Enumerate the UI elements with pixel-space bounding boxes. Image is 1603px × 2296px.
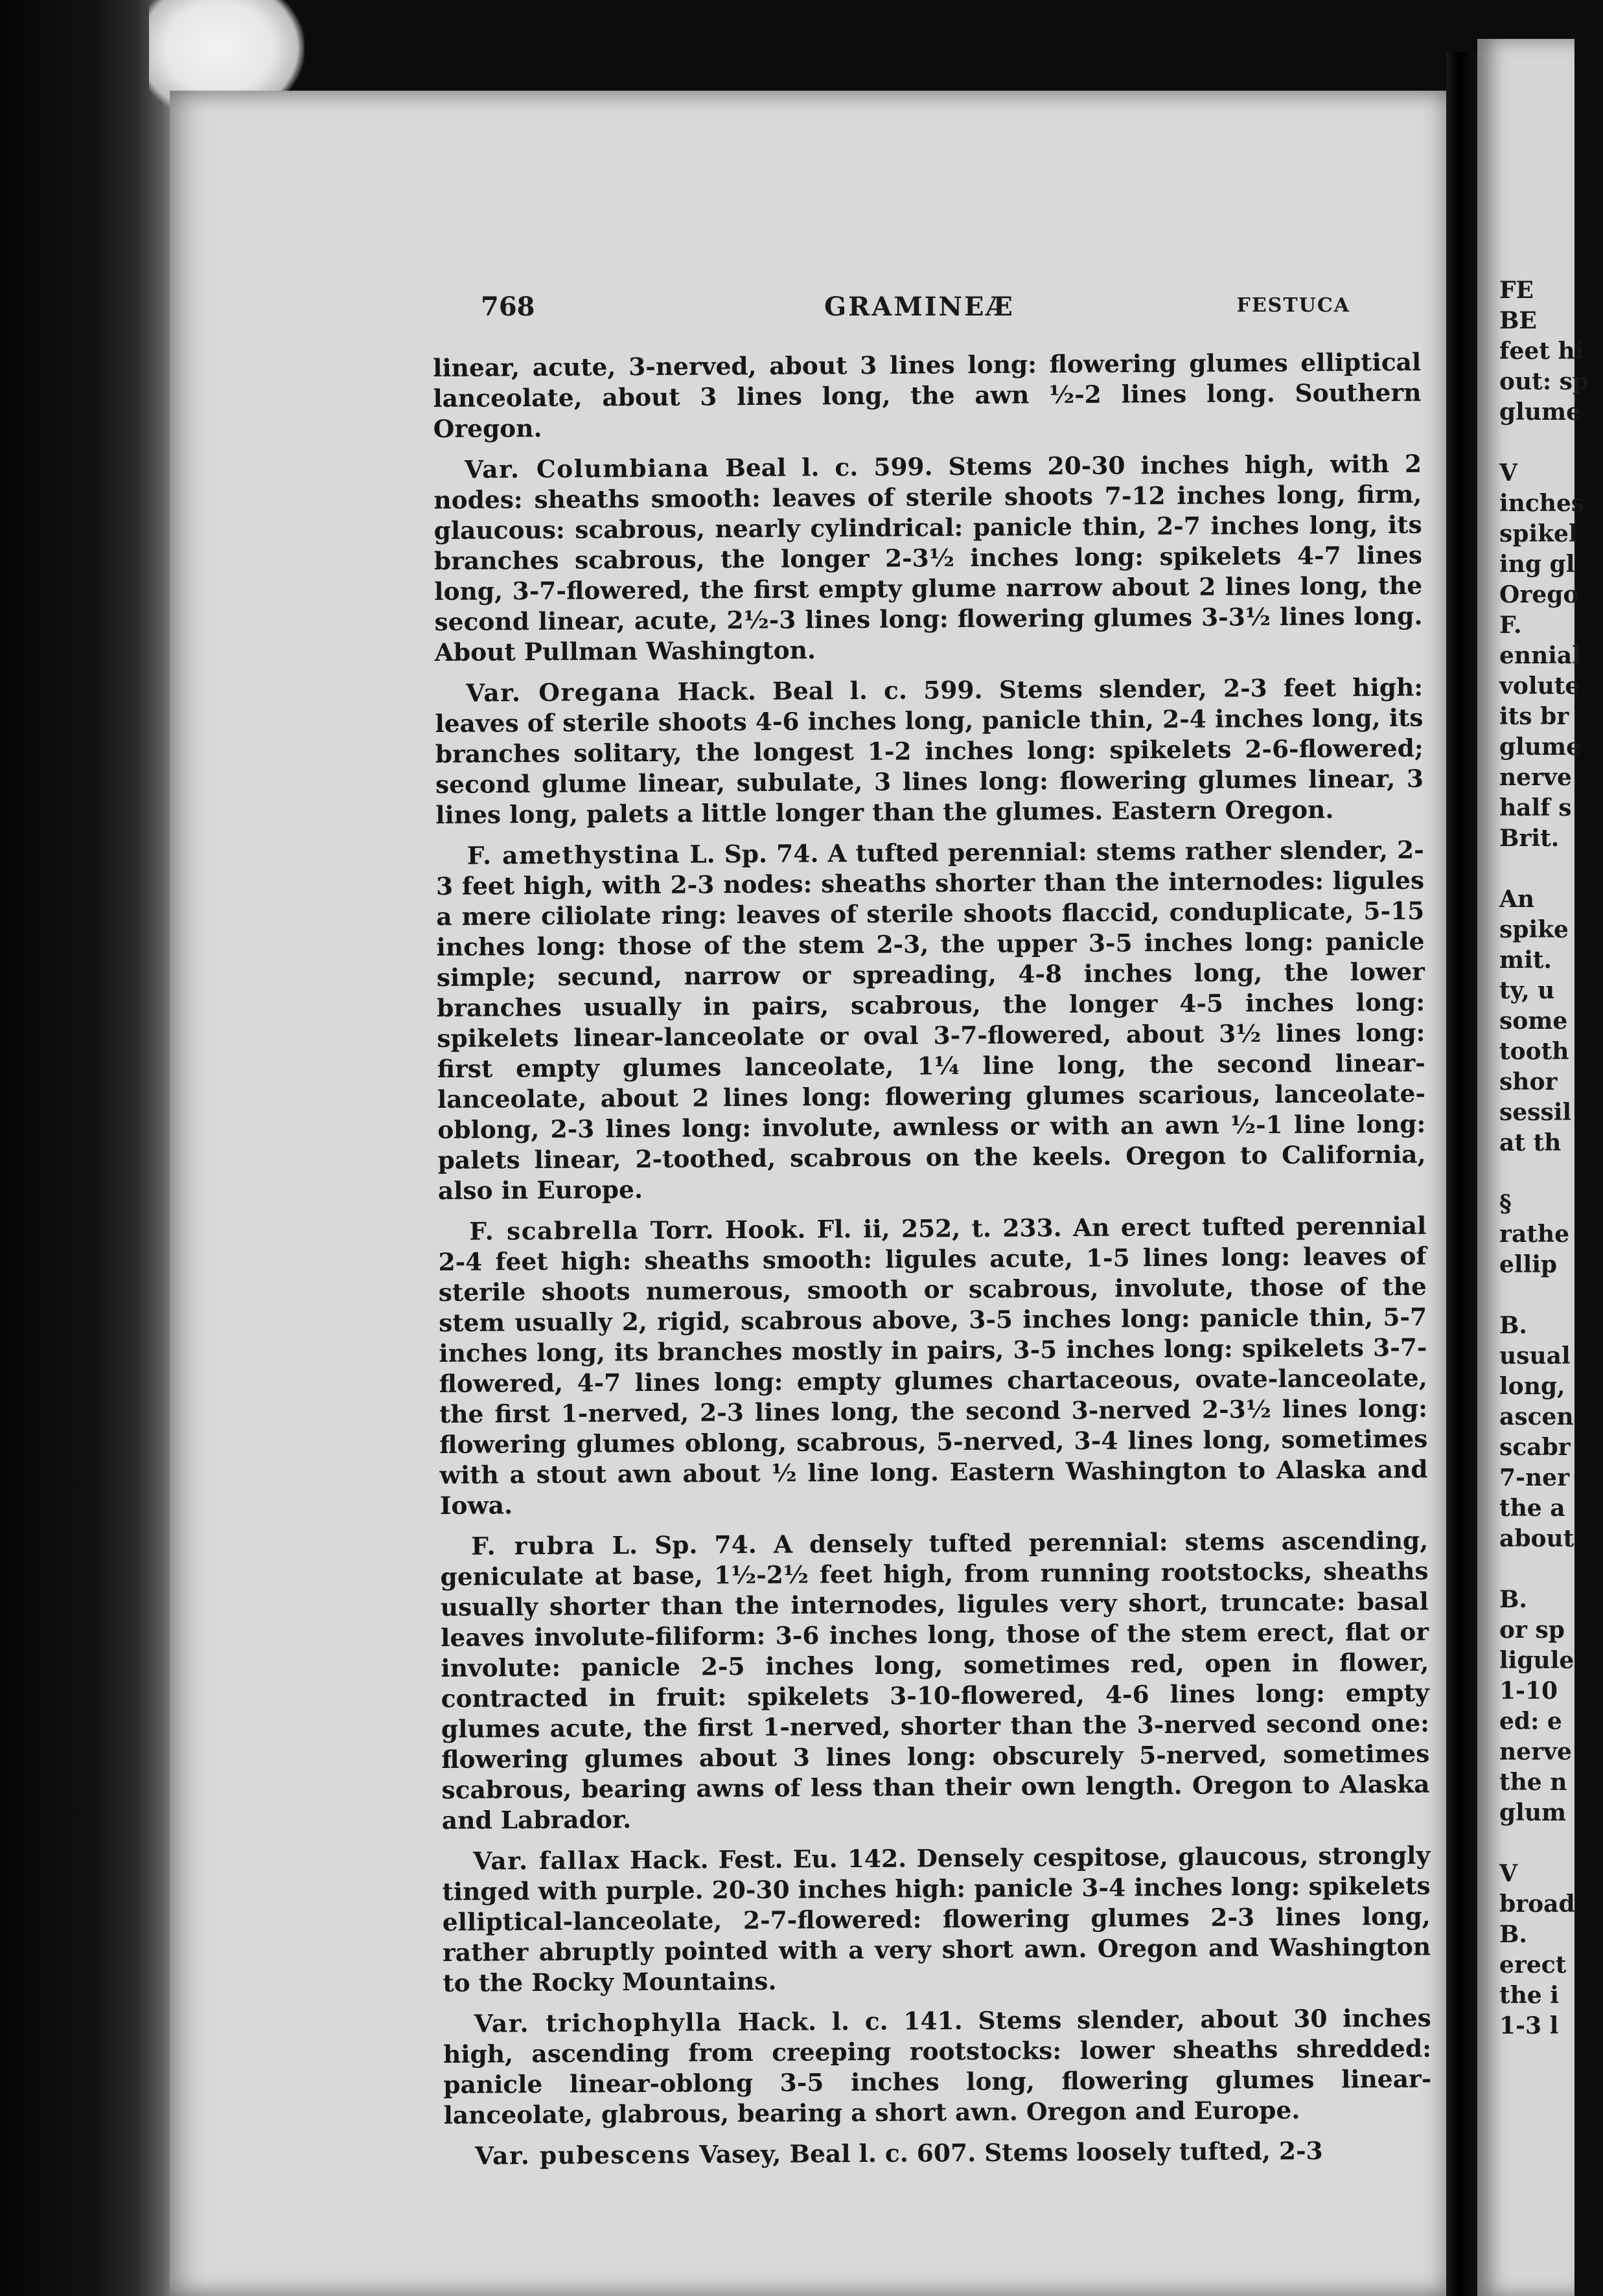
entry-text: L. Sp. 74. A tufted perennial: stems rather slender, 2-3 feet high, with 2-3 nodes: sheaths shorter than the internodes: ligules a mere ciliolate ring: leaves of sterile shoots flaccid, conduplicate, 5-15 inches long: those of the stem 2-3, the upper 3-5 inches long: panicle simple; secund, narrow or spreading, 4-8 inches long, the lower branches usually in pairs, scabrous, the longer 4-5 inches long: spikelets linear-lanceolate or oval 3-7-flowered, about 3½ lines long: first empty glumes lanceolate, 1¼ line long, the second linear-lanceolate, about 2 lines long: flowering glumes scarious, lanceolate-oblong, 2-3 lines long: involute, awnless or with an awn ½-1 line long: palets linear, 2-toothed, scabrous on the keels. Oregon to California, also in Europe. <box>435 835 1426 1205</box>
facing-page-line: nerve <box>1499 764 1572 791</box>
entry-text: L. Sp. 74. A densely tufted perennial: stems ascending, geniculate at base, 1½-2½ feet high, from running rootstocks, sheaths usually shorter than the internodes, ligules very short, truncate: basal leaves involute-filiform: 3-6 inches long, those of the stem erect, flat or involute: panicle 2-5 inches long, sometimes red, open in flower, contracted in fruit: spikelets 3-10-flowered, 4-6 lines long: empty glumes acute, the first 1-nerved, shorter than the 3-nerved second one: flowering glumes about 3 lines long: obscurely 5-nerved, sometimes scabrous, bearing awns of less than their own length. Oregon to Alaska and Labrador. <box>440 1526 1430 1835</box>
facing-page-line: ligule <box>1499 1647 1574 1674</box>
facing-page-line: F. <box>1499 612 1522 639</box>
facing-page-line: B. <box>1499 1312 1527 1339</box>
facing-page-line: ascen <box>1499 1403 1574 1430</box>
facing-page-line: glum <box>1499 1799 1567 1826</box>
facing-page-line: mit. <box>1499 947 1552 974</box>
facing-page-line <box>1499 1554 1603 1585</box>
facing-page-line: volute <box>1499 672 1580 700</box>
facing-page-line: the n <box>1499 1769 1567 1796</box>
facing-page-line: ellip <box>1499 1251 1558 1278</box>
facing-page-line: about <box>1499 1525 1574 1552</box>
facing-page-line: erect <box>1499 1951 1567 1979</box>
facing-page-line <box>1499 1828 1603 1859</box>
paragraph <box>435 672 1424 831</box>
entry-name: F. scabrella <box>469 1216 640 1246</box>
paragraph <box>440 1526 1430 1836</box>
book-edge <box>0 0 175 2296</box>
facing-page-line: ennial <box>1499 642 1581 669</box>
facing-page-line: ty, u <box>1499 977 1555 1004</box>
facing-page-line: ing gl <box>1499 551 1575 578</box>
facing-page-line: Orego <box>1499 581 1579 608</box>
entry-text: Hack. l. c. 141. Stems slender, about 30 inches high, ascending from creeping rootstocks: lower sheaths shredded: panicle linear-oblong 3-5 inches long, flowering glumes linear-lanceolate, glabrous, bearing a short awn. Oregon and Europe. <box>443 2003 1432 2130</box>
facing-page-text <box>1499 275 1603 2041</box>
facing-page-line: glume <box>1499 398 1582 426</box>
facing-page-line: glume <box>1499 733 1582 761</box>
facing-page-line <box>1499 1158 1603 1189</box>
facing-page-line: 1-3 l <box>1499 2012 1559 2039</box>
entry-text: Torr. Hook. Fl. ii, 252, t. 233. An erect tufted perennial 2-4 feet high: sheaths smooth: ligules acute, 1-5 lines long: leaves of sterile shoots numerous, smooth or scabrous, involute, those of the stem usually 2, rigid, scabrous above, 3-5 inches long: panicle thin, 5-7 inches long, its branches mostly in pairs, 3-5 inches long: spikelets 3-7-flowered, 4-7 lines long: empty glumes chartaceous, ovate-lanceolate, the first 1-nerved, 2-3 lines long, the second 3-nerved 2-3½ lines long: flowering glumes oblong, scabrous, 5-nerved, 3-4 lines long, sometimes with a stout awn about ½ line long. Eastern Washington to Alaska and Iowa. <box>438 1211 1428 1520</box>
facing-page-line: V <box>1499 459 1517 487</box>
facing-page-line: B. <box>1499 1921 1527 1948</box>
facing-page-line: ed: e <box>1499 1708 1562 1735</box>
facing-page-line <box>1499 1280 1603 1311</box>
running-title: GRAMINEÆ <box>824 292 1015 322</box>
book-gutter <box>1446 52 1477 2296</box>
facing-page-line: its br <box>1499 703 1569 730</box>
facing-page-line: scabr <box>1499 1434 1571 1461</box>
page-header <box>481 292 1350 330</box>
facing-page-line: BE <box>1499 307 1537 334</box>
entry-text: Vasey, Beal l. c. 607. Stems loosely tufted, 2-3 <box>690 2136 1323 2169</box>
entry-name: Var. trichophylla <box>474 2008 722 2038</box>
facing-page-line <box>1499 854 1603 884</box>
facing-page-line: 1-10 <box>1499 1677 1558 1705</box>
body-text <box>433 347 1432 2182</box>
facing-page-line: B. <box>1499 1586 1527 1613</box>
entry-name: Var. pubescens <box>474 2140 691 2170</box>
facing-page-line: long, <box>1499 1373 1565 1400</box>
facing-page-line: shor <box>1499 1068 1558 1096</box>
facing-page-line: at th <box>1499 1129 1562 1156</box>
facing-page-line: inches <box>1499 490 1585 517</box>
facing-page-line: usual <box>1499 1342 1571 1370</box>
entry-name: Var. Oregana <box>466 677 662 707</box>
facing-page-line: FE <box>1499 277 1534 304</box>
page-number: 768 <box>481 292 535 322</box>
facing-page-line: nerve <box>1499 1738 1572 1765</box>
paragraph <box>433 449 1423 668</box>
entry-name: F. rubra <box>471 1531 595 1561</box>
section-title: FESTUCA <box>1236 294 1350 317</box>
entry-text: linear, acute, 3-nerved, about 3 lines long: flowering glumes elliptical lanceolate, about 3 lines long, the awn ½-2 lines long. Southern Oregon. <box>433 347 1422 443</box>
paragraph <box>438 1211 1428 1521</box>
facing-page-line: Brit. <box>1499 825 1560 852</box>
entry-name: Var. fallax <box>473 1846 620 1876</box>
facing-page-line: broad <box>1499 1890 1575 1918</box>
entry-name: Var. Columbiana <box>464 453 710 484</box>
facing-page-line: out: sp <box>1499 368 1589 395</box>
facing-page-line: feet hi <box>1499 338 1584 365</box>
entry-text: Hack. Beal l. c. 599. Stems slender, 2-3 feet high: leaves of sterile shoots 4-6 inches long, panicle thin, 2-4 inches long, its branches solitary, the longest 1-2 inches long: spikelets 2-6-flowered; second glume linear, subulate, 3 lines long: flowering glumes linear, 3 lines long, palets a little longer than the glumes. Eastern Oregon. <box>435 672 1424 829</box>
entry-name: F. amethystina <box>467 840 681 870</box>
facing-page-line: the i <box>1499 1982 1559 2009</box>
facing-page-line: or sp <box>1499 1616 1565 1644</box>
facing-page-line: rathe <box>1499 1221 1569 1248</box>
facing-page-line: V <box>1499 1860 1517 1887</box>
paragraph <box>444 2135 1432 2172</box>
facing-page-line: half s <box>1499 794 1572 821</box>
facing-page-line: An <box>1499 886 1535 913</box>
facing-page-line: spike <box>1499 916 1569 943</box>
facing-page-line: the a <box>1499 1495 1565 1522</box>
facing-page-line: 7-ner <box>1499 1464 1570 1491</box>
paragraph <box>443 2003 1432 2131</box>
facing-page-line <box>1499 428 1603 458</box>
paragraph <box>442 1841 1431 1999</box>
facing-page-line: tooth <box>1499 1038 1569 1065</box>
paragraph <box>433 347 1422 444</box>
entry-text: Hack. Fest. Eu. 142. Densely cespitose, glaucous, strongly tinged with purple. 20-30 inches high: panicle 3-4 inches long: spikelets elliptical-lanceolate, 2-7-flowered: flowering glumes 2-3 lines long, rather abruptly pointed with a very short awn. Oregon and Washington to the Rocky Mountains. <box>442 1841 1431 1997</box>
facing-page-line: spikel <box>1499 520 1578 547</box>
entry-text: Beal l. c. 599. Stems 20-30 inches high, with 2 nodes: sheaths smooth: leaves of sterile shoots 7-12 inches long, firm, glaucous: scabrous, nearly cylindrical: panicle thin, 2-7 inches long, its branches scabrous, the longer 2-3½ inches long: spikelets 4-7 lines long, 3-7-flowered, the first empty glume narrow about 2 lines long, the second linear, acute, 2½-3 lines long: flowering glumes 3-3½ lines long. About Pullman Washington. <box>433 449 1423 667</box>
paragraph <box>436 835 1426 1206</box>
facing-page-line: sessil <box>1499 1099 1572 1126</box>
facing-page-line: § <box>1499 1190 1512 1217</box>
facing-page-line: some <box>1499 1007 1568 1035</box>
